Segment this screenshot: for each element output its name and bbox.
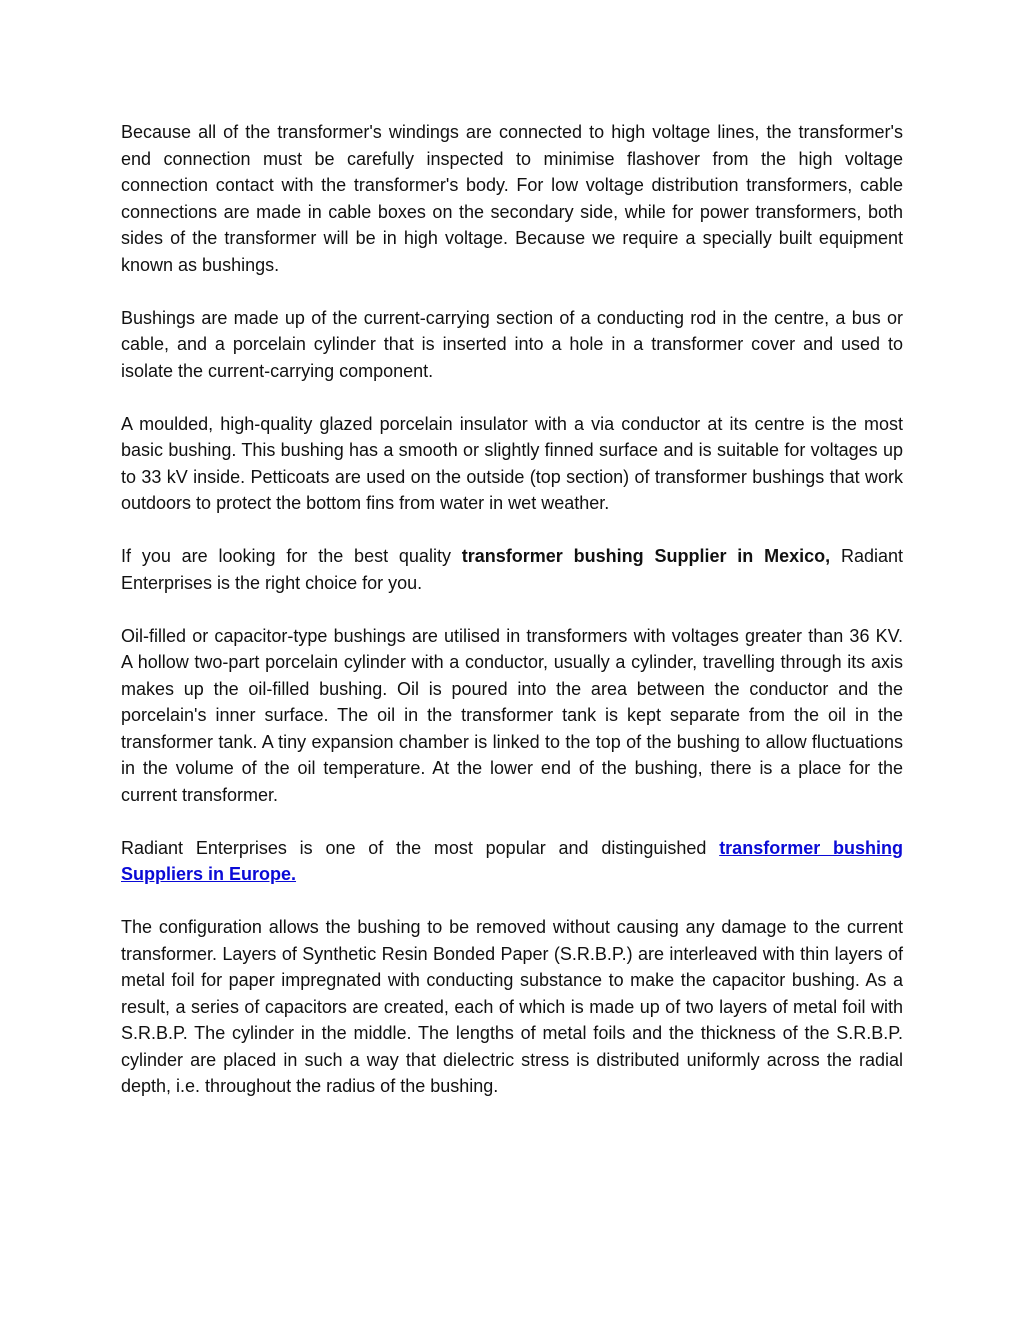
- paragraph-mexico-supplier: [121, 543, 903, 596]
- document-body: [121, 119, 903, 1126]
- mexico-text-before: If you are looking for the best quality: [121, 546, 462, 566]
- paragraph-europe-supplier: [121, 835, 903, 888]
- paragraph-porcelain-bushing: A moulded, high-quality glazed porcelain insulator with a via conductor at its centre is the most basic bushing. This bushing has a smooth or slightly finned surface and is suitable for voltages up to 33 kV inside. Petticoats are used on the outside (top section) of transformer bushings that work outdoors to protect the bottom fins from water in wet weather.: [121, 413, 903, 513]
- paragraph-capacitor-bushing: The configuration allows the bushing to be removed without causing any damage to the current transformer. Layers of Synthetic Resin Bonded Paper (S.R.B.P.) are interleaved with thin layers of metal foil for paper impregnated with conducting substance to make the capacitor bushing. As a result, a series of capacitors are created, each of which is made up of two layers of metal foil with S.R.B.P. The cylinder in the middle. The lengths of metal foils and the thickness of the S.R.B.P. cylinder are placed in such a way that dielectric stress is distributed uniformly across the radial depth, i.e. throughout the radius of the bushing.: [121, 917, 903, 1096]
- europe-supplier-link[interactable]: transformer bushing Suppliers in Europe.: [121, 837, 903, 884]
- paragraph-bushings-intro: Because all of the transformer's windings are connected to high voltage lines, the transformer's end connection must be carefully inspected to minimise flashover from the high voltage connection contact with the transformer's body. For low voltage distribution transformers, cable connections are made in cable boxes on the secondary side, while for power transformers, both sides of the transformer will be in high voltage. Because we require a specially built equipment known as bushings.: [121, 122, 903, 275]
- paragraph-bushing-composition: Bushings are made up of the current-carrying section of a conducting rod in the centre, a bus or cable, and a porcelain cylinder that is inserted into a hole in a transformer cover and used to isolate the current-carrying component.: [121, 307, 903, 381]
- paragraph-oil-filled-bushing: Oil-filled or capacitor-type bushings are utilised in transformers with voltages greater than 36 KV. A hollow two-part porcelain cylinder with a conductor, usually a cylinder, travelling through its axis makes up the oil-filled bushing. Oil is poured into the area between the conductor and the porcelain's inner surface. The oil in the transformer tank is kept separate from the oil in the transformer tank. A tiny expansion chamber is linked to the top of the bushing to allow fluctuations in the volume of the oil temperature. At the lower end of the bushing, there is a place for the current transformer.: [121, 625, 903, 805]
- mexico-supplier-bold: transformer bushing Supplier in Mexico,: [461, 546, 831, 566]
- mexico-text-after: Radiant Enterprises is the right choice for you.: [121, 546, 904, 593]
- europe-text-before: Radiant Enterprises is one of the most popular and distinguished: [121, 837, 720, 858]
